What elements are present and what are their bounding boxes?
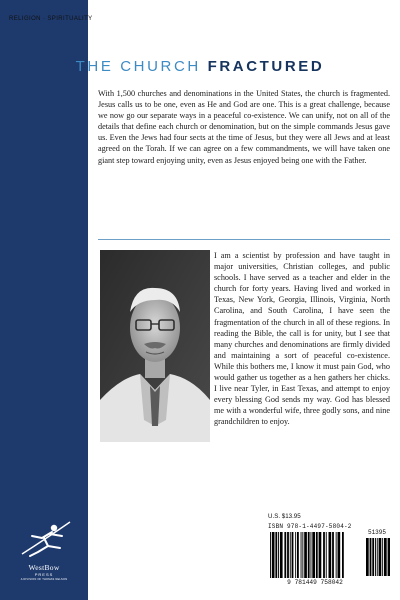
barcode-bar (287, 532, 289, 578)
barcode-bar (311, 532, 312, 578)
author-portrait-image (100, 250, 210, 442)
barcode-bar (372, 538, 374, 576)
barcode-bar (384, 538, 387, 576)
barcode-bar (382, 538, 383, 576)
addon-digits: 51395 (367, 529, 386, 536)
book-title (0, 58, 400, 75)
barcode-bar (375, 538, 376, 576)
publisher-name: WestBow (28, 563, 60, 572)
barcode-bar (338, 532, 341, 578)
title-light-part: THE CHURCH (75, 58, 201, 75)
barcode-bar (302, 532, 303, 578)
divider-rule (98, 239, 390, 240)
category-label: RELIGION · SPIRITUALITY (9, 16, 93, 22)
cover-spine-panel (0, 0, 88, 600)
isbn-number: ISBN 978-1-4497-5804-2 (268, 523, 352, 530)
barcode-bar (312, 532, 315, 578)
barcode (268, 523, 390, 590)
barcode-bar (278, 532, 279, 578)
title-bold-part: FRACTURED (207, 58, 325, 75)
barcode-bar (319, 532, 322, 578)
book-blurb (98, 88, 390, 166)
author-bio-text: I am a scientist by profession and have taught in major universities, Christian colleges, and public schools. I have served as a teacher and elder in the church for forty years. Having lived and worked in Texas, New York, Georgia, Illinois, Virginia, North Carolina, and South Carolina, I have seen the fragmentation of the church in all of these regions. In reading the Bible, the call is for unity, but I see that many churches and denominations are firmly divided and maintaining a sort of peaceful co-existence. While this bothers me, I know it must pain God, who would gather us together as a hen gathers her chicks. I live near Tyler, in East Texas, and attempt to enjoy every blessing God sends my way. God has blessed me with a wonderful wife, three godly sons, and nine grandchildren to enjoy. (214, 251, 390, 427)
barcode-bar (323, 532, 325, 578)
barcode-bar (270, 532, 271, 578)
publisher-press: PRESS (34, 572, 54, 577)
ean-barcode-bars (268, 532, 362, 578)
barcode-bar (379, 538, 382, 576)
barcode-bar (366, 538, 369, 576)
barcode-bar (370, 538, 372, 576)
barcode-bar (342, 532, 344, 578)
barcode-bar (272, 532, 275, 578)
author-photo (100, 250, 210, 442)
blurb-text: With 1,500 churches and denominations in the United States, the church is fragmented. Jesus calls us to be one, even as He and God are one. This is a great challenge, because we now go our separate ways in a peaceful co-existence. We can unify, not on all of the details that define each church or denomination, but on the simple commands Jesus gave us. Even the Jews had four sects at the time of Jesus, but they were all Jews and at least agreed on the Torah. If we can agree on a few commandments, we will have taken one giant step toward enjoying unity, even as Jesus enjoyed being one with the Father. (98, 89, 390, 165)
price-label: U.S. $13.95 (268, 513, 301, 520)
barcode-bar (290, 532, 291, 578)
barcode-bar (326, 532, 327, 578)
barcode-bar (275, 532, 277, 578)
barcode-bar (336, 532, 337, 578)
barcode-bar (297, 532, 299, 578)
barcode-bar (280, 532, 283, 578)
publisher-tagline: A DIVISION OF THOMAS NELSON (20, 578, 68, 581)
barcode-bar (388, 538, 390, 576)
barcode-bar (332, 532, 334, 578)
barcode-bar (301, 532, 302, 578)
ean-digits: 9 781449 758042 (287, 579, 343, 586)
barcode-bar (304, 532, 307, 578)
barcode-bar (316, 532, 318, 578)
barcode-bar (295, 532, 296, 578)
barcode-bar (308, 532, 310, 578)
barcode-bar (284, 532, 286, 578)
leaping-figure-icon (8, 514, 80, 562)
barcode-bar (377, 538, 378, 576)
barcode-bar (329, 532, 332, 578)
barcode-bar (292, 532, 294, 578)
publisher-logo (8, 514, 80, 588)
addon-barcode-bars (364, 538, 390, 576)
